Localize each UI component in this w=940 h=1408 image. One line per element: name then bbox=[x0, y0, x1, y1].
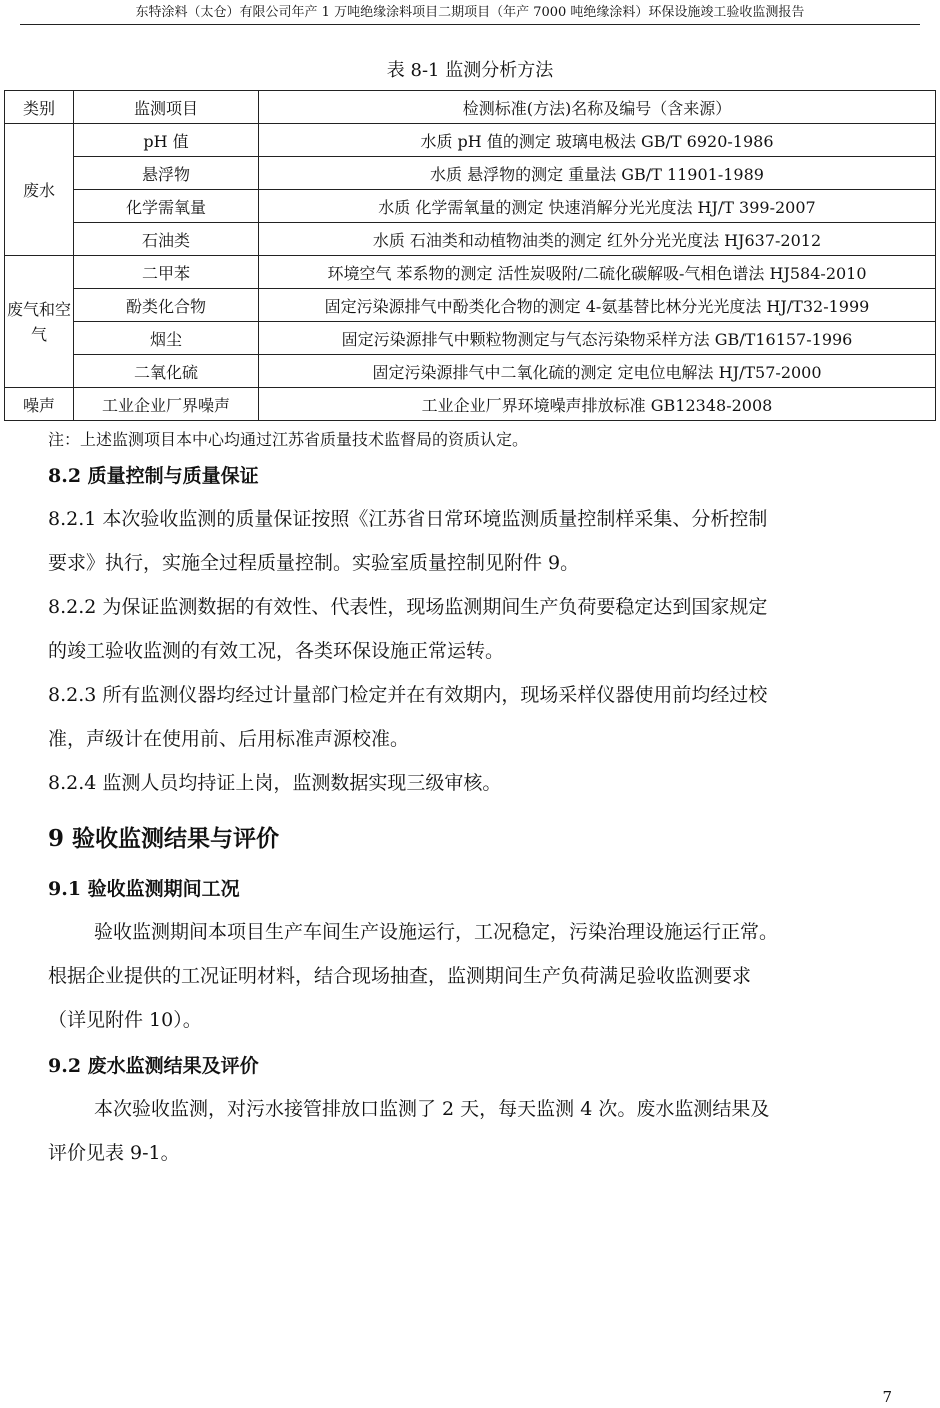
item-cell: 酚类化合物 bbox=[74, 289, 259, 322]
paragraph-8-2-4 bbox=[48, 761, 893, 805]
header-method: 检测标准(方法)名称及编号（含来源） bbox=[259, 91, 936, 124]
method-cell: 水质 石油类和动植物油类的测定 红外分光光度法 HJ637-2012 bbox=[259, 223, 936, 256]
header-item: 监测项目 bbox=[74, 91, 259, 124]
text-line: 8.2.1 本次验收监测的质量保证按照《江苏省日常环境监测质量控制样采集、分析控制 bbox=[48, 508, 768, 530]
item-cell: 工业企业厂界噪声 bbox=[74, 388, 259, 421]
table-row bbox=[5, 256, 936, 289]
method-cell: 固定污染源排气中酚类化合物的测定 4-氨基替比林分光光度法 HJ/T32-1999 bbox=[259, 289, 936, 322]
text-line: 评价见表 9-1。 bbox=[48, 1142, 180, 1164]
text-line: 本次验收监测，对污水接管排放口监测了 2 天，每天监测 4 次。废水监测结果及 bbox=[94, 1098, 770, 1120]
item-cell: pH 值 bbox=[74, 124, 259, 157]
text-line: 8.2.4 监测人员均持证上岗，监测数据实现三级审核。 bbox=[48, 772, 502, 794]
item-cell: 石油类 bbox=[74, 223, 259, 256]
method-cell: 水质 pH 值的测定 玻璃电极法 GB/T 6920-1986 bbox=[259, 124, 936, 157]
text-line: 验收监测期间本项目生产车间生产设施运行，工况稳定，污染治理设施运行正常。 bbox=[94, 921, 779, 943]
text-line: 根据企业提供的工况证明材料，结合现场抽查，监测期间生产负荷满足验收监测要求 bbox=[48, 965, 752, 987]
paragraph-9-2 bbox=[48, 1087, 893, 1175]
paragraph-8-2-1 bbox=[48, 497, 893, 585]
item-cell: 化学需氧量 bbox=[74, 190, 259, 223]
table-row bbox=[5, 190, 936, 223]
method-cell: 水质 化学需氧量的测定 快速消解分光光度法 HJ/T 399-2007 bbox=[259, 190, 936, 223]
paragraph-9-1 bbox=[48, 910, 893, 1042]
table-row bbox=[5, 289, 936, 322]
table-row bbox=[5, 223, 936, 256]
table-row bbox=[5, 388, 936, 421]
section-9-title: 9 验收监测结果与评价 bbox=[48, 825, 280, 852]
paragraph-8-2-2 bbox=[48, 585, 893, 673]
method-cell: 工业企业厂界环境噪声排放标准 GB12348-2008 bbox=[259, 388, 936, 421]
table-title: 表 8-1 监测分析方法 bbox=[386, 60, 554, 81]
item-cell: 烟尘 bbox=[74, 322, 259, 355]
table-row bbox=[5, 355, 936, 388]
table-note: 注：上述监测项目本中心均通过江苏省质量技术监督局的资质认定。 bbox=[48, 430, 529, 449]
text-line: 的竣工验收监测的有效工况，各类环保设施正常运转。 bbox=[48, 640, 505, 662]
table-header-row bbox=[5, 91, 936, 124]
text-line: （详见附件 10）。 bbox=[48, 1009, 202, 1031]
method-cell: 水质 悬浮物的测定 重量法 GB/T 11901-1989 bbox=[259, 157, 936, 190]
header-category: 类别 bbox=[5, 91, 74, 124]
text-line: 8.2.2 为保证监测数据的有效性、代表性，现场监测期间生产负荷要稳定达到国家规定 bbox=[48, 596, 768, 618]
section-9-2-title: 9.2 废水监测结果及评价 bbox=[48, 1055, 259, 1077]
method-cell: 环境空气 苯系物的测定 活性炭吸附/二硫化碳解吸-气相色谱法 HJ584-2010 bbox=[259, 256, 936, 289]
item-cell: 二氧化硫 bbox=[74, 355, 259, 388]
table-row bbox=[5, 124, 936, 157]
table-row bbox=[5, 322, 936, 355]
category-noise: 噪声 bbox=[5, 388, 74, 421]
text-line: 准，声级计在使用前、后用标准声源校准。 bbox=[48, 728, 410, 750]
text-line: 要求》执行，实施全过程质量控制。实验室质量控制见附件 9。 bbox=[48, 552, 580, 574]
method-cell: 固定污染源排气中二氧化硫的测定 定电位电解法 HJ/T57-2000 bbox=[259, 355, 936, 388]
text-line: 8.2.3 所有监测仪器均经过计量部门检定并在有效期内，现场采样仪器使用前均经过校 bbox=[48, 684, 768, 706]
method-cell: 固定污染源排气中颗粒物测定与气态污染物采样方法 GB/T16157-1996 bbox=[259, 322, 936, 355]
paragraph-8-2-3 bbox=[48, 673, 893, 761]
category-exhaust-air: 废气和空气 bbox=[5, 256, 74, 388]
section-8-2-title: 8.2 质量控制与质量保证 bbox=[48, 465, 259, 487]
page-number: 7 bbox=[882, 1388, 892, 1406]
item-cell: 二甲苯 bbox=[74, 256, 259, 289]
category-wastewater: 废水 bbox=[5, 124, 74, 256]
report-header: 东特涂料（太仓）有限公司年产 1 万吨绝缘涂料项目二期项目（年产 7000 吨绝缘涂料）环保设施竣工验收监测报告 bbox=[20, 4, 920, 25]
item-cell: 悬浮物 bbox=[74, 157, 259, 190]
monitoring-methods-table bbox=[4, 90, 936, 421]
section-9-1-title: 9.1 验收监测期间工况 bbox=[48, 878, 240, 900]
table-row bbox=[5, 157, 936, 190]
